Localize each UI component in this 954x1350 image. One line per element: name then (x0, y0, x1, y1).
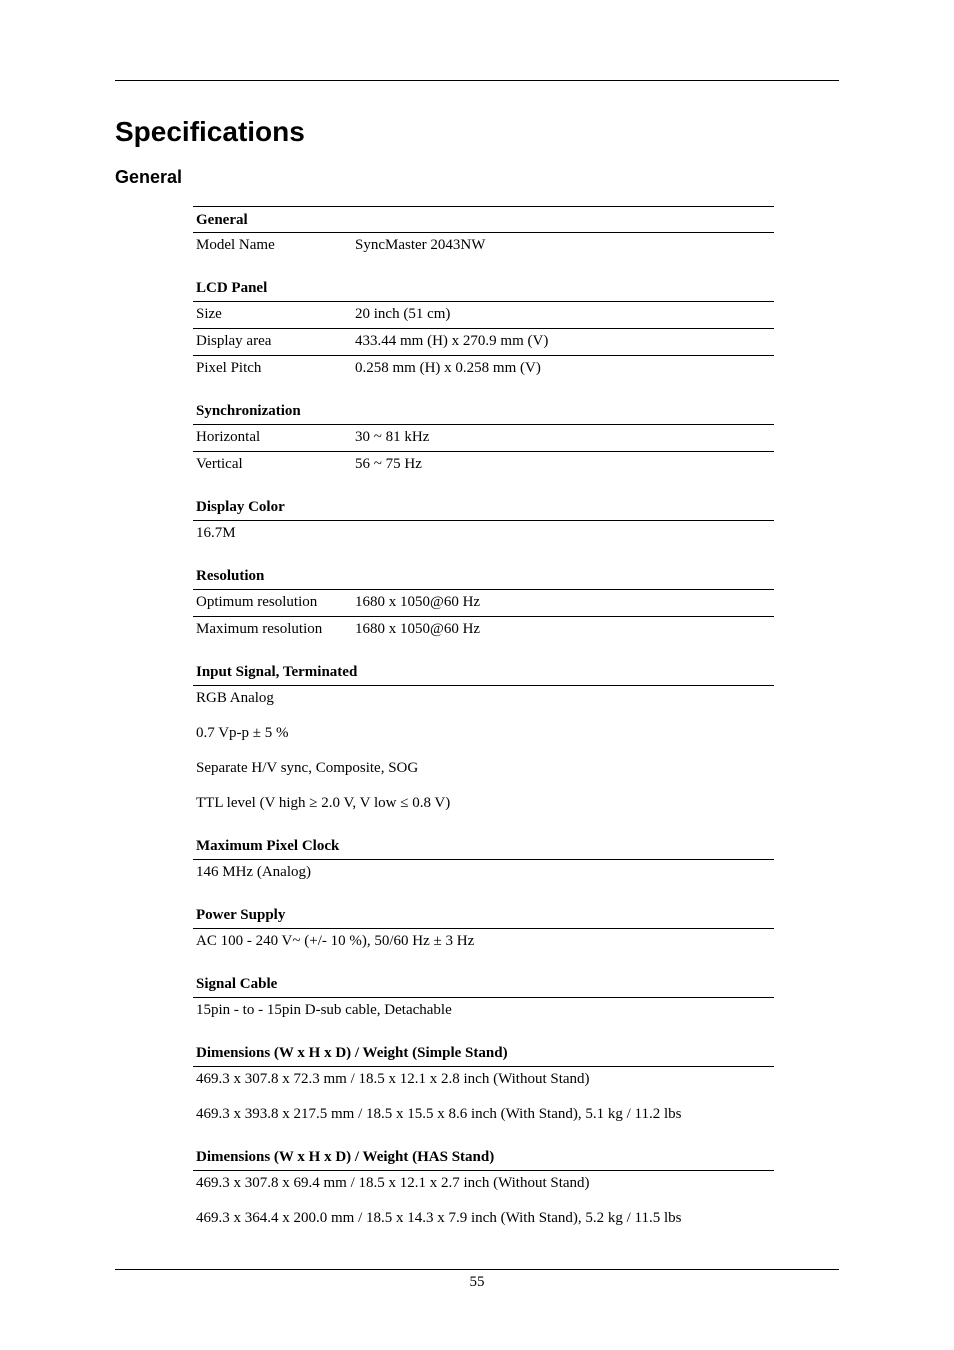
spec-value: 56 ~ 75 Hz (355, 456, 422, 472)
section-heading: Display Color (193, 494, 774, 521)
spec-row (193, 998, 774, 1025)
spec-row (193, 590, 774, 617)
page-number: 55 (469, 1274, 485, 1290)
spec-value: 15pin - to - 15pin D-sub cable, Detachable (196, 1002, 452, 1018)
footer-rule (115, 1269, 839, 1270)
spec-row (193, 1102, 774, 1129)
spec-value: 16.7M (196, 525, 236, 541)
spec-table (193, 206, 774, 1233)
spec-value: 20 inch (51 cm) (355, 306, 451, 322)
spec-line: RGB Analog (196, 690, 274, 706)
spec-line: 469.3 x 307.8 x 69.4 mm / 18.5 x 12.1 x 2.7 inch (Without Stand) (196, 1175, 590, 1191)
section-lcd-panel (193, 275, 774, 383)
section-synchronization (193, 398, 774, 479)
spec-label: Size (196, 306, 222, 322)
spec-value: 0.258 mm (H) x 0.258 mm (V) (355, 360, 541, 376)
section-heading: Dimensions (W x H x D) / Weight (HAS Stand) (193, 1144, 774, 1171)
spec-line: 0.7 Vp-p ± 5 % (196, 725, 289, 741)
spec-label: Model Name (196, 237, 275, 253)
header-rule (115, 80, 839, 81)
spec-value: 469.3 x 364.4 x 200.0 mm / 18.5 x 14.3 x 7.9 inch (With Stand), 5.2 kg / 11.5 lbs (196, 1210, 682, 1226)
section-input-signal (193, 659, 774, 818)
spec-line: Separate H/V sync, Composite, SOG (196, 760, 419, 776)
spec-row (193, 329, 774, 356)
spec-row (193, 356, 774, 383)
spec-row (193, 302, 774, 329)
section-display-color (193, 494, 774, 548)
spec-row (193, 617, 774, 644)
spec-label: Optimum resolution (196, 594, 318, 610)
spec-row (193, 1206, 774, 1233)
spec-label: Pixel Pitch (196, 360, 262, 376)
spec-value: SyncMaster 2043NW (355, 237, 486, 253)
section-pixel-clock (193, 833, 774, 887)
spec-value: TTL level (V high ≥ 2.0 V, V low ≤ 0.8 V) (196, 795, 451, 811)
spec-label: Vertical (196, 456, 243, 472)
spec-label: Horizontal (196, 429, 261, 445)
spec-row (193, 791, 774, 818)
section-heading: LCD Panel (193, 275, 774, 302)
section-heading: Signal Cable (193, 971, 774, 998)
section-heading: General (193, 206, 774, 233)
section-dimensions-has-stand (193, 1144, 774, 1233)
section-heading: Synchronization (193, 398, 774, 425)
spec-value: 30 ~ 81 kHz (355, 429, 430, 445)
section-resolution (193, 563, 774, 644)
spec-row (193, 860, 774, 887)
spec-value: 1680 x 1050@60 Hz (355, 621, 481, 637)
section-heading: Maximum Pixel Clock (193, 833, 774, 860)
section-heading: Power Supply (193, 902, 774, 929)
spec-line: 469.3 x 307.8 x 72.3 mm / 18.5 x 12.1 x 2.8 inch (Without Stand) (196, 1071, 590, 1087)
section-heading: Input Signal, Terminated (193, 659, 774, 686)
spec-label: Display area (196, 333, 272, 349)
spec-row (193, 929, 774, 956)
section-heading: Dimensions (W x H x D) / Weight (Simple Stand) (193, 1040, 774, 1067)
section-heading: Resolution (193, 563, 774, 590)
section-general (193, 206, 774, 260)
spec-row (193, 452, 774, 479)
section-dimensions-simple-stand (193, 1040, 774, 1129)
spec-label: Maximum resolution (196, 621, 323, 637)
section-title: General (115, 167, 183, 187)
spec-value: AC 100 - 240 V~ (+/- 10 %), 50/60 Hz ± 3 Hz (196, 933, 475, 949)
page-title: Specifications (115, 116, 305, 147)
section-signal-cable (193, 971, 774, 1025)
spec-row (193, 425, 774, 452)
spec-value: 146 MHz (Analog) (196, 864, 311, 880)
section-power-supply (193, 902, 774, 956)
spec-row (193, 233, 774, 260)
spec-value: 433.44 mm (H) x 270.9 mm (V) (355, 333, 549, 349)
spec-row (193, 521, 774, 548)
spec-value: 469.3 x 393.8 x 217.5 mm / 18.5 x 15.5 x 8.6 inch (With Stand), 5.1 kg / 11.2 lbs (196, 1106, 682, 1122)
spec-value: 1680 x 1050@60 Hz (355, 594, 481, 610)
